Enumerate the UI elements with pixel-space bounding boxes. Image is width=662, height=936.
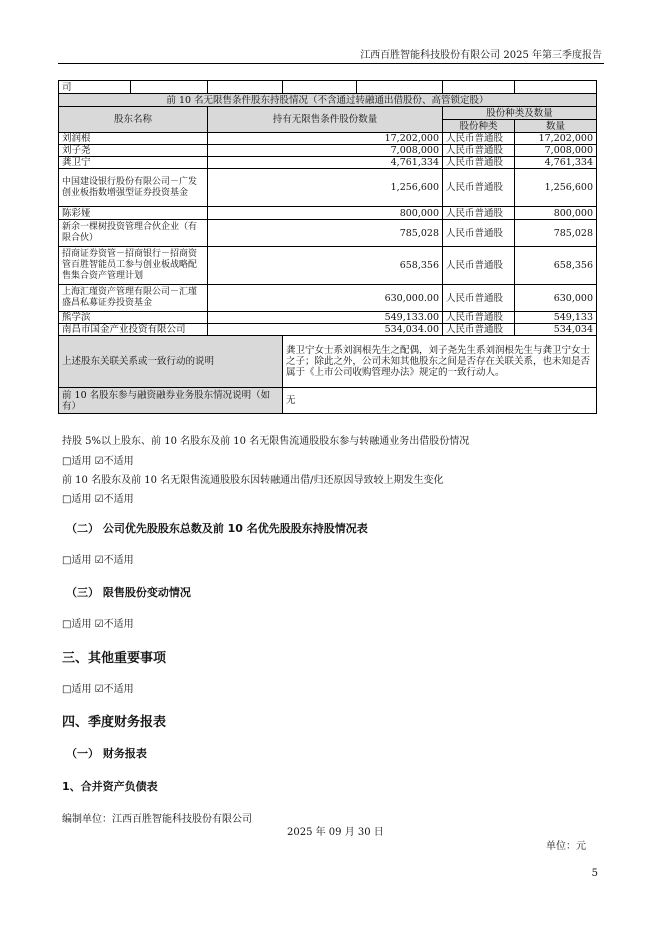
holder-type: 人民币普通股	[443, 285, 515, 312]
table-row	[59, 285, 597, 312]
compiler-label: 编制单位：江西百胜智能科技股份有限公司	[62, 814, 252, 825]
holder-qty: 7,008,000	[208, 145, 443, 157]
fragment-cell: 司	[59, 81, 131, 94]
lending-paragraph: 持股 5%以上股东、前 10 名股东及前 10 名无限售流通股股东参与转融通业务出借股份情况	[62, 436, 470, 447]
holder-count: 4,761,334	[515, 157, 597, 169]
holder-qty: 630,000.00	[208, 285, 443, 312]
applicability-checkbox: □适用 ☑不适用	[62, 555, 134, 566]
relation-row	[59, 336, 597, 388]
holder-name: 南昌市国金产业投资有限公司	[59, 324, 208, 336]
col-type-group-header: 股份种类及数量	[443, 107, 597, 120]
margin-label: 前 10 名股东参与融资融券业务股东情况说明（如有）	[59, 388, 283, 414]
section-title: 前 10 名无限售条件股东持股情况（不含通过转融通出借股份、高管锁定股）	[59, 94, 597, 107]
applicability-checkbox: □适用 ☑不适用	[62, 456, 134, 467]
table-fragment-row	[59, 81, 597, 94]
holder-type: 人民币普通股	[443, 247, 515, 285]
margin-text: 无	[283, 388, 597, 414]
table-row	[59, 133, 597, 145]
holder-type: 人民币普通股	[443, 220, 515, 247]
holder-qty: 1,256,600	[208, 169, 443, 207]
page-number: 5	[591, 868, 598, 879]
table-row	[59, 145, 597, 157]
section-balance-sheet: 1、合并资产负债表	[62, 780, 158, 793]
holder-type: 人民币普通股	[443, 169, 515, 207]
holder-name: 陈彩娅	[59, 207, 208, 220]
holder-qty: 785,028	[208, 220, 443, 247]
holder-qty: 17,202,000	[208, 133, 443, 145]
holder-count: 7,008,000	[515, 145, 597, 157]
table-row	[59, 207, 597, 220]
relation-text: 龚卫宁女士系刘润根先生之配偶，刘子尧先生系刘润根先生与龚卫宁女士之子；除此之外，公司未知其他股东之间是否存在关联关系，也未知是否属于《上市公司收购管理办法》规定的一致行动人。	[283, 336, 597, 388]
holder-type: 人民币普通股	[443, 157, 515, 169]
holder-type: 人民币普通股	[443, 312, 515, 324]
holder-type: 人民币普通股	[443, 145, 515, 157]
holder-name: 上海汇瑾资产管理有限公司－汇瑾盛昌私募证券投资基金	[59, 285, 208, 312]
heading-other-matters: 三、其他重要事项	[62, 651, 167, 666]
table-row	[59, 220, 597, 247]
unit-label: 单位：元	[546, 841, 586, 852]
holder-qty: 4,761,334	[208, 157, 443, 169]
col-name-header: 股东名称	[59, 107, 208, 133]
holder-type: 人民币普通股	[443, 133, 515, 145]
holder-type: 人民币普通股	[443, 324, 515, 336]
holder-name: 刘润根	[59, 133, 208, 145]
report-header: 江西百胜智能科技股份有限公司 2025 年第三季度报告	[360, 50, 602, 61]
holder-count: 800,000	[515, 207, 597, 220]
holder-name: 龚卫宁	[59, 157, 208, 169]
holder-qty: 800,000	[208, 207, 443, 220]
holder-count: 785,028	[515, 220, 597, 247]
holder-count: 658,356	[515, 247, 597, 285]
col-count-header: 数量	[515, 120, 597, 133]
holder-name: 熊学滨	[59, 312, 208, 324]
shareholder-table	[58, 80, 597, 414]
applicability-checkbox: □适用 ☑不适用	[62, 619, 134, 630]
holder-qty: 549,133.00	[208, 312, 443, 324]
section-financial-statements: （一） 财务报表	[66, 747, 147, 760]
holder-count: 534,034	[515, 324, 597, 336]
report-date: 2025 年 09 月 30 日	[287, 827, 384, 838]
holder-name: 招商证券资管－招商银行－招商资管百胜智能员工参与创业板战略配售集合资产管理计划	[59, 247, 208, 285]
section-preferred-shares: （二） 公司优先股股东总数及前 10 名优先股股东持股情况表	[66, 522, 368, 535]
holder-name: 中国建设银行股份有限公司－广发创业板指数增强型证券投资基金	[59, 169, 208, 207]
holder-count: 1,256,600	[515, 169, 597, 207]
table-row	[59, 169, 597, 207]
table-row	[59, 157, 597, 169]
holder-qty: 658,356	[208, 247, 443, 285]
section-title-row	[59, 94, 597, 107]
section-restricted-shares: （三） 限售股份变动情况	[66, 586, 191, 599]
table-row	[59, 247, 597, 285]
holder-type: 人民币普通股	[443, 207, 515, 220]
col-type-header: 股份种类	[443, 120, 515, 133]
margin-row	[59, 388, 597, 414]
applicability-checkbox: □适用 ☑不适用	[62, 684, 134, 695]
applicability-checkbox: □适用 ☑不适用	[62, 494, 134, 505]
table-row	[59, 324, 597, 336]
holder-qty: 534,034.00	[208, 324, 443, 336]
header-divider	[58, 63, 604, 64]
col-qty-header: 持有无限售条件股份数量	[208, 107, 443, 133]
header-row	[59, 107, 597, 120]
holder-count: 17,202,000	[515, 133, 597, 145]
relation-label: 上述股东关联关系或一致行动的说明	[59, 336, 283, 388]
holder-count: 549,133	[515, 312, 597, 324]
holder-name: 新余一棵树投资管理合伙企业（有限合伙）	[59, 220, 208, 247]
holder-name: 刘子尧	[59, 145, 208, 157]
holder-count: 630,000	[515, 285, 597, 312]
table-row	[59, 312, 597, 324]
change-paragraph: 前 10 名股东及前 10 名无限售流通股股东因转融通出借/归还原因导致较上期发生变化	[62, 475, 444, 486]
heading-financial-statements: 四、季度财务报表	[62, 715, 167, 730]
